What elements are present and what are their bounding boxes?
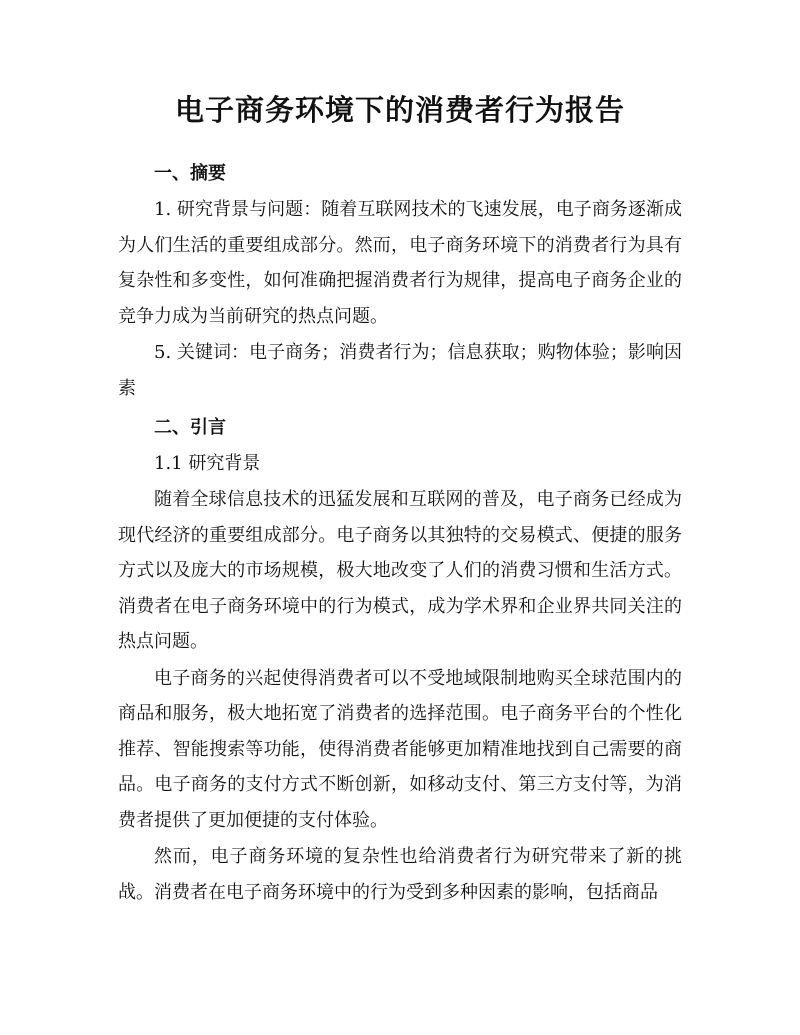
section-heading-introduction: 二、引言	[154, 417, 226, 438]
section-heading-abstract: 一、摘要	[154, 163, 226, 184]
document-title: 电子商务环境下的消费者行为报告	[174, 93, 625, 127]
intro-paragraph-1: 随着全球信息技术的迅猛发展和互联网的普及，电子商务已经成为现代经济的重要组成部分。电子商务以其独特的交易模式、便捷的服务方式以及庞大的市场规模，极大地改变了人们的消费习惯和生活方式。消费者在电子商务环境中的行为模式，成为学术界和企业界共同关注的热点问题。	[118, 489, 682, 652]
abstract-item-background: 1. 研究背景与问题：随着互联网技术的飞速发展，电子商务逐渐成为人们生活的重要组成部分。然而，电子商务环境下的消费者行为具有复杂性和多变性，如何准确把握消费者行为规律，提高电子商务企业的竞争力成为当前研究的热点问题。	[118, 199, 682, 327]
abstract-item-keywords: 5. 关键词：电子商务；消费者行为；信息获取；购物体验；影响因素	[118, 342, 682, 399]
intro-paragraph-3: 然而，电子商务环境的复杂性也给消费者行为研究带来了新的挑战。消费者在电子商务环境中的行为受到多种因素的影响，包括商品	[118, 846, 682, 903]
intro-paragraph-2: 电子商务的兴起使得消费者可以不受地域限制地购买全球范围内的商品和服务，极大地拓宽了消费者的选择范围。电子商务平台的个性化推荐、智能搜索等功能，使得消费者能够更加精准地找到自己需要的商品。电子商务的支付方式不断创新，如移动支付、第三方支付等，为消费者提供了更加便捷的支付体验。	[118, 667, 682, 831]
subsection-heading-research-background: 1.1 研究背景	[154, 453, 261, 474]
